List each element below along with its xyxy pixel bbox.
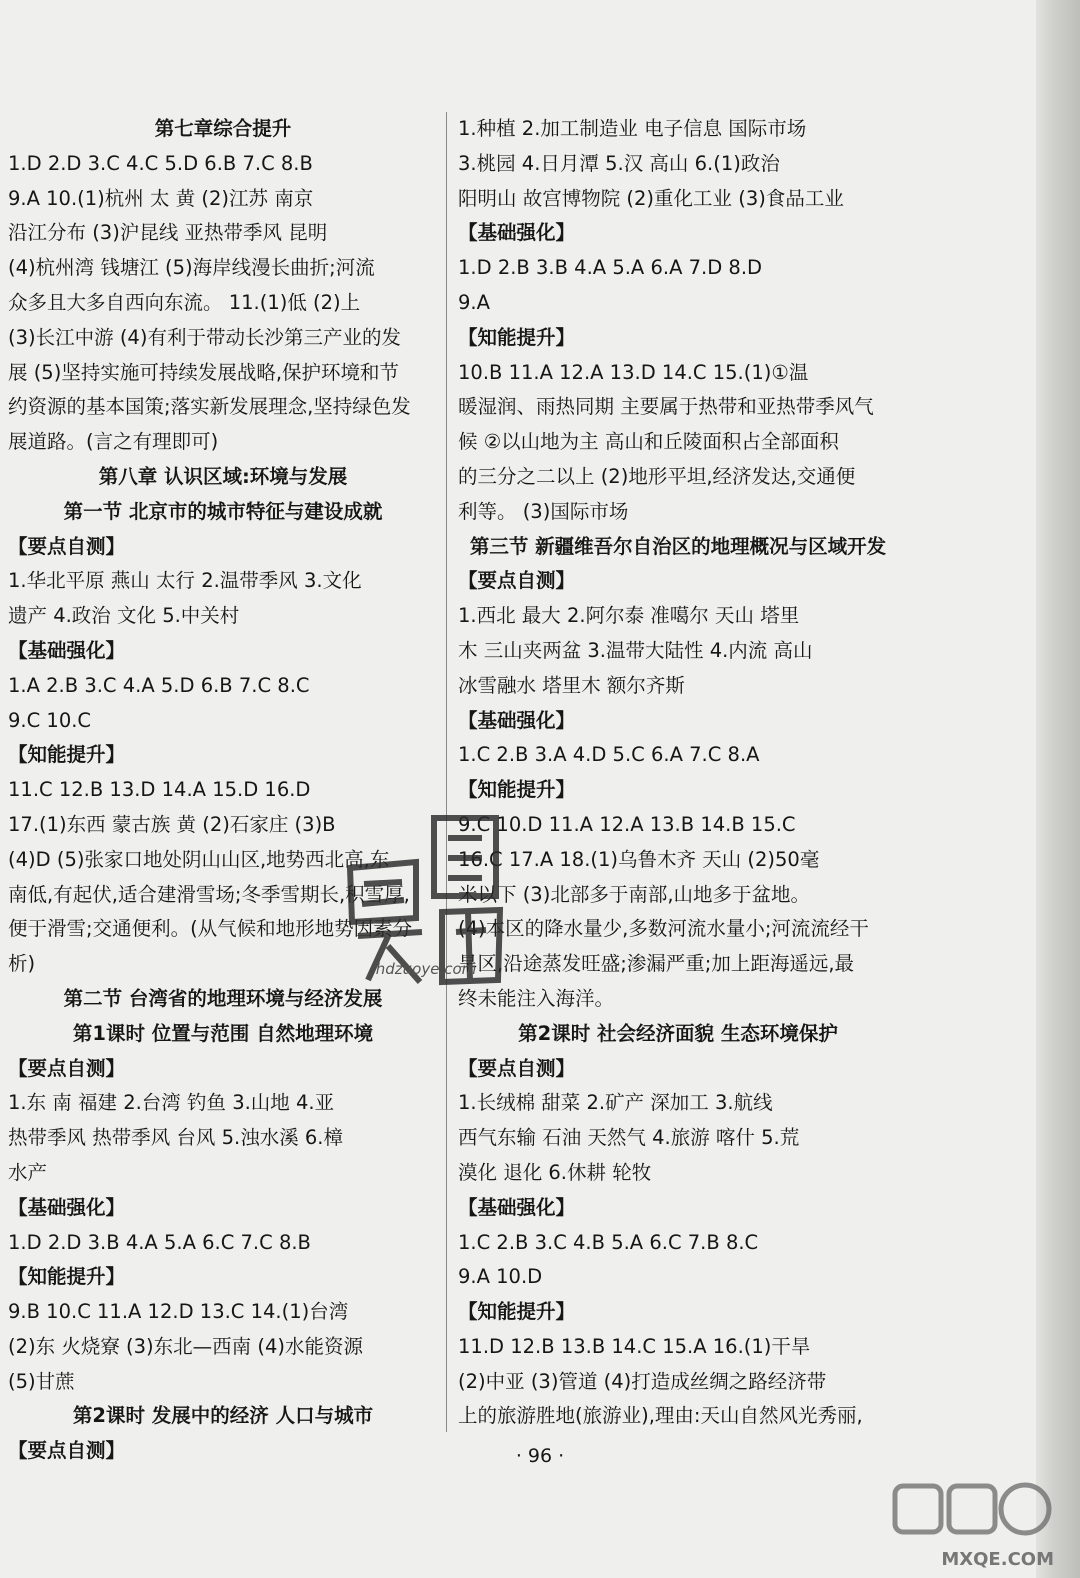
answer-line: 遗产 4.政治 文化 5.中关村	[8, 604, 240, 628]
answer-line: 上的旅游胜地(旅游业),理由:天山自然风光秀丽,	[458, 1404, 863, 1428]
answer-line: 终未能注入海洋。	[458, 986, 615, 1010]
subsection-label: 【要点自测】	[8, 534, 126, 558]
section-heading: 第2课时 社会经济面貌 生态环境保护	[518, 1021, 838, 1045]
answer-line: 1.A 2.B 3.C 4.A 5.D 6.B 7.C 8.C	[8, 673, 310, 697]
subsection-label: 【基础强化】	[458, 1195, 576, 1219]
answer-line: 9.A 10.D	[458, 1265, 543, 1289]
answer-line: 9.A	[458, 290, 490, 314]
page-number: · 96 ·	[515, 1445, 565, 1467]
answer-line: 9.A 10.(1)杭州 太 黄 (2)江苏 南京	[8, 186, 314, 210]
answer-line: 1.西北 最大 2.阿尔泰 准噶尔 天山 塔里	[458, 604, 800, 628]
subsection-label: 【基础强化】	[458, 708, 576, 732]
answer-line: 1.D 2.B 3.B 4.A 5.A 6.A 7.D 8.D	[458, 256, 763, 280]
left-column	[8, 112, 438, 1469]
answer-line: 展道路。(言之有理即可)	[8, 430, 219, 454]
answer-line: 1.种植 2.加工制造业 电子信息 国际市场	[458, 117, 807, 140]
answer-line: 16.C 17.A 18.(1)乌鲁木齐 天山 (2)50毫	[458, 847, 820, 871]
stamp-text: hdzuoye.com	[375, 960, 477, 978]
answer-line: 3.桃园 4.日月潭 5.汉 高山 6.(1)政治	[458, 151, 780, 175]
answer-line: 旱区,沿途蒸发旺盛;渗漏严重;加上距海遥远,最	[458, 952, 855, 976]
answer-line: 1.C 2.B 3.C 4.B 5.A 6.C 7.B 8.C	[458, 1230, 759, 1254]
subsection-label: 【知能提升】	[458, 325, 576, 349]
answer-line: 9.B 10.C 11.A 12.D 13.C 14.(1)台湾	[8, 1300, 349, 1324]
answer-line: 9.C 10.C	[8, 708, 92, 732]
answer-line: 析)	[8, 952, 36, 976]
answer-line: 候 ②以山地为主 高山和丘陵面积占全部面积	[458, 430, 839, 454]
answer-line: 1.华北平原 燕山 太行 2.温带季风 3.文化	[8, 569, 362, 593]
section-heading: 第一节 北京市的城市特征与建设成就	[63, 499, 383, 523]
answer-line: 众多且大多自西向东流。 11.(1)低 (2)上	[8, 290, 361, 314]
subsection-label: 【要点自测】	[458, 1056, 576, 1080]
subsection-label: 【知能提升】	[458, 1300, 576, 1324]
answer-line: 9.C 10.D 11.A 12.A 13.B 14.B 15.C	[458, 812, 796, 836]
answer-line: 10.B 11.A 12.A 13.D 14.C 15.(1)①温	[458, 360, 809, 384]
answer-line: 11.D 12.B 13.B 14.C 15.A 16.(1)干旱	[458, 1334, 811, 1358]
subsection-label: 【基础强化】	[8, 638, 126, 662]
answer-line: 热带季风 热带季风 台风 5.浊水溪 6.樟	[8, 1126, 344, 1150]
section-heading: 第七章综合提升	[154, 117, 292, 140]
answer-line: 1.D 2.D 3.B 4.A 5.A 6.C 7.C 8.B	[8, 1230, 311, 1254]
subsection-label: 【知能提升】	[8, 743, 126, 767]
answer-line: 西气东输 石油 天然气 4.旅游 喀什 5.荒	[458, 1126, 800, 1150]
answer-line: 约资源的基本国策;落实新发展理念,坚持绿色发	[8, 395, 411, 419]
answer-line: (2)东 火烧寮 (3)东北—西南 (4)水能资源	[8, 1334, 363, 1358]
subsection-label: 【要点自测】	[8, 1056, 126, 1080]
answer-line: 木 三山夹两盆 3.温带大陆性 4.内流 高山	[458, 638, 813, 662]
answer-line: 沿江分布 (3)沪昆线 亚热带季风 昆明	[8, 221, 328, 245]
subsection-label: 【要点自测】	[8, 1439, 126, 1463]
answer-line: 展 (5)坚持实施可持续发展战略,保护环境和节	[8, 360, 400, 384]
section-heading: 第八章 认识区域:环境与发展	[98, 464, 348, 488]
answer-line: 1.C 2.B 3.A 4.D 5.C 6.A 7.C 8.A	[458, 743, 760, 767]
section-heading: 第二节 台湾省的地理环境与经济发展	[63, 986, 383, 1010]
answer-line: 暖湿润、雨热同期 主要属于热带和亚热带季风气	[458, 395, 874, 419]
answer-line: (4)杭州湾 钱塘江 (5)海岸线漫长曲折;河流	[8, 256, 375, 280]
subsection-label: 【知能提升】	[8, 1265, 126, 1289]
answer-line: (5)甘蔗	[8, 1369, 75, 1393]
subsection-label: 【基础强化】	[8, 1195, 126, 1219]
answer-line: 冰雪融水 塔里木 额尔齐斯	[458, 673, 685, 697]
answer-line: 1.D 2.D 3.C 4.C 5.D 6.B 7.C 8.B	[8, 151, 313, 175]
answer-line: 1.长绒棉 甜菜 2.矿产 深加工 3.航线	[458, 1091, 773, 1115]
section-heading: 第2课时 发展中的经济 人口与城市	[72, 1404, 374, 1428]
answer-line: 漠化 退化 6.休耕 轮牧	[458, 1160, 652, 1184]
answer-line: (3)长江中游 (4)有利于带动长沙第三产业的发	[8, 325, 401, 349]
answer-line: 便于滑雪;交通便利。(从气候和地形地势因素分	[8, 917, 413, 941]
subsection-label: 【基础强化】	[458, 221, 576, 245]
watermark-text: MXQE.COM	[941, 1549, 1054, 1570]
answer-line: 的三分之二以上 (2)地形平坦,经济发达,交通便	[458, 464, 856, 488]
answer-line: (4)D (5)张家口地处阴山山区,地势西北高,东	[8, 847, 390, 871]
answer-line: 17.(1)东西 蒙古族 黄 (2)石家庄 (3)B	[8, 812, 336, 836]
answer-line: 利等。 (3)国际市场	[458, 499, 629, 523]
section-heading: 第三节 新疆维吾尔自治区的地理概况与区域开发	[469, 534, 887, 558]
answer-line: (2)中亚 (3)管道 (4)打造成丝绸之路经济带	[458, 1369, 827, 1393]
answer-line: 11.C 12.B 13.D 14.A 15.D 16.D	[8, 778, 311, 802]
column-divider	[446, 112, 447, 1432]
answer-line: 米以下 (3)北部多于南部,山地多于盆地。	[458, 882, 811, 906]
subsection-label: 【知能提升】	[458, 778, 576, 802]
subsection-label: 【要点自测】	[458, 569, 576, 593]
answer-line: (4)本区的降水量少,多数河流水量小;河流流经干	[458, 917, 869, 941]
page-edge-shadow	[1036, 0, 1080, 1578]
answer-line: 南低,有起伏,适合建滑雪场;冬季雪期长,积雪厚,	[8, 882, 410, 906]
answer-line: 阳明山 故宫博物院 (2)重化工业 (3)食品工业	[458, 186, 844, 210]
answer-line: 1.东 南 福建 2.台湾 钓鱼 3.山地 4.亚	[8, 1091, 335, 1115]
answer-line: 水产	[8, 1160, 48, 1184]
section-heading: 第1课时 位置与范围 自然地理环境	[72, 1021, 374, 1045]
right-column	[458, 112, 898, 1434]
